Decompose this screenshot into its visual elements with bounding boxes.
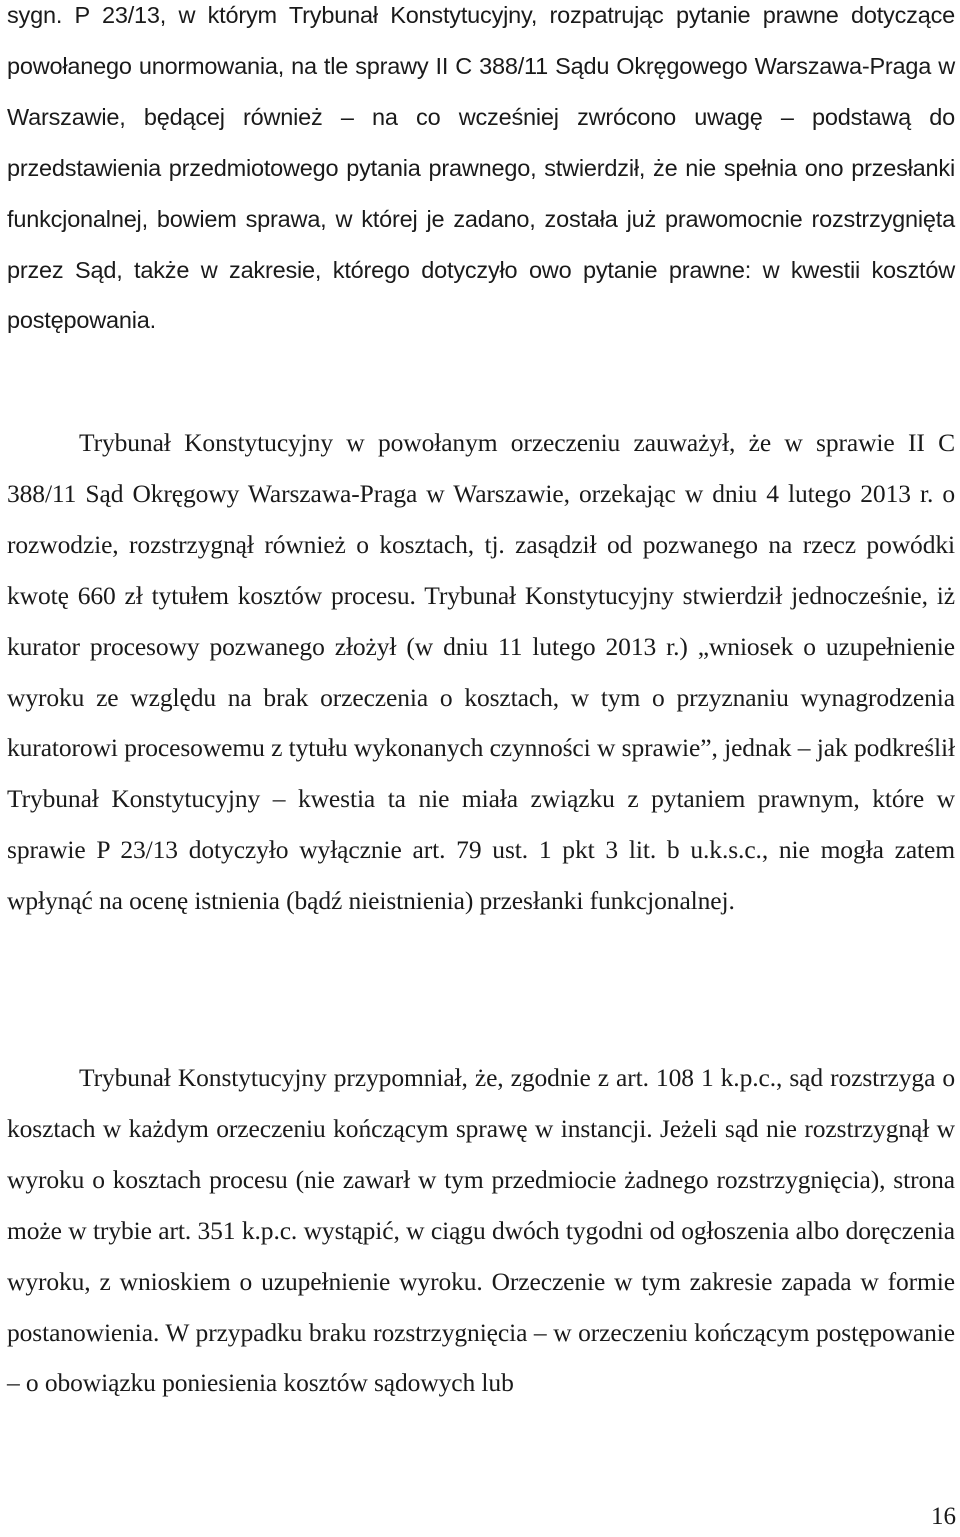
paragraph-3: Trybunał Konstytucyjny przypomniał, że, zgodnie z art. 108 1 k.p.c., sąd rozstrzyga o kosztach w każdym orzeczeniu kończącym sprawę w instancji. Jeżeli sąd nie rozstrzygnął w wyroku o kosztach procesu (nie zawarł w tym przedmiocie żadnego rozstrzygnięcia), strona może w trybie art. 351 k.p.c. wystąpić, w ciągu dwóch tygodni od ogłoszenia albo doręczenia wyroku, z wnioskiem o uzupełnienie wyroku. Orzeczenie w tym zakresie zapada w formie postanowienia. W przypadku braku rozstrzygnięcia – w orzeczeniu kończącym postępowanie – o obowiązku poniesienia kosztów sądowych lub [7,1063,955,1398]
page-number: 16 [931,1503,956,1530]
paragraph-2: Trybunał Konstytucyjny w powołanym orzeczeniu zauważył, że w sprawie II C 388/11 Sąd Okręgowy Warszawa-Praga w Warszawie, orzekając w dniu 4 lutego 2013 r. o rozwodzie, rozstrzygnął również o kosztach, tj. zasądził od pozwanego na rzecz powódki kwotę 660 zł tytułem kosztów procesu. Trybunał Konstytucyjny stwierdził jednocześnie, iż kurator procesowy pozwanego złożył (w dniu 11 lutego 2013 r.) „wniosek o uzupełnienie wyroku ze względu na brak orzeczenia o kosztach, w tym o przyznaniu wynagrodzenia kuratorowi procesowemu z tytułu wykonanych czynności w sprawie”, jednak – jak podkreślił Trybunał Konstytucyjny – kwestia ta nie miała związku z pytaniem prawnym, które w sprawie P 23/13 dotyczyło wyłącznie art. 79 ust. 1 pkt 3 lit. b u.k.s.c., nie mogła zatem wpłynąć na ocenę istnienia (bądź nieistnienia) przesłanki funkcjonalnej. [7,428,955,916]
paragraph-1: sygn. P 23/13, w którym Trybunał Konstytucyjny, rozpatrując pytanie prawne dotyczące powołanego unormowania, na tle sprawy II C 388/11 Sądu Okręgowego Warszawa-Praga w Warszawie, będącej również – na co wcześniej zwrócono uwagę – podstawą do przedstawienia przedmiotowego pytania prawnego, stwierdził, że nie spełnia ono przesłanki funkcjonalnej, bowiem sprawa, w której je zadano, została już prawomocnie rozstrzygnięta przez Sąd, także w zakresie, którego dotyczyło owo pytanie prawne: w kwestii kosztów postępowania. [7,2,955,334]
